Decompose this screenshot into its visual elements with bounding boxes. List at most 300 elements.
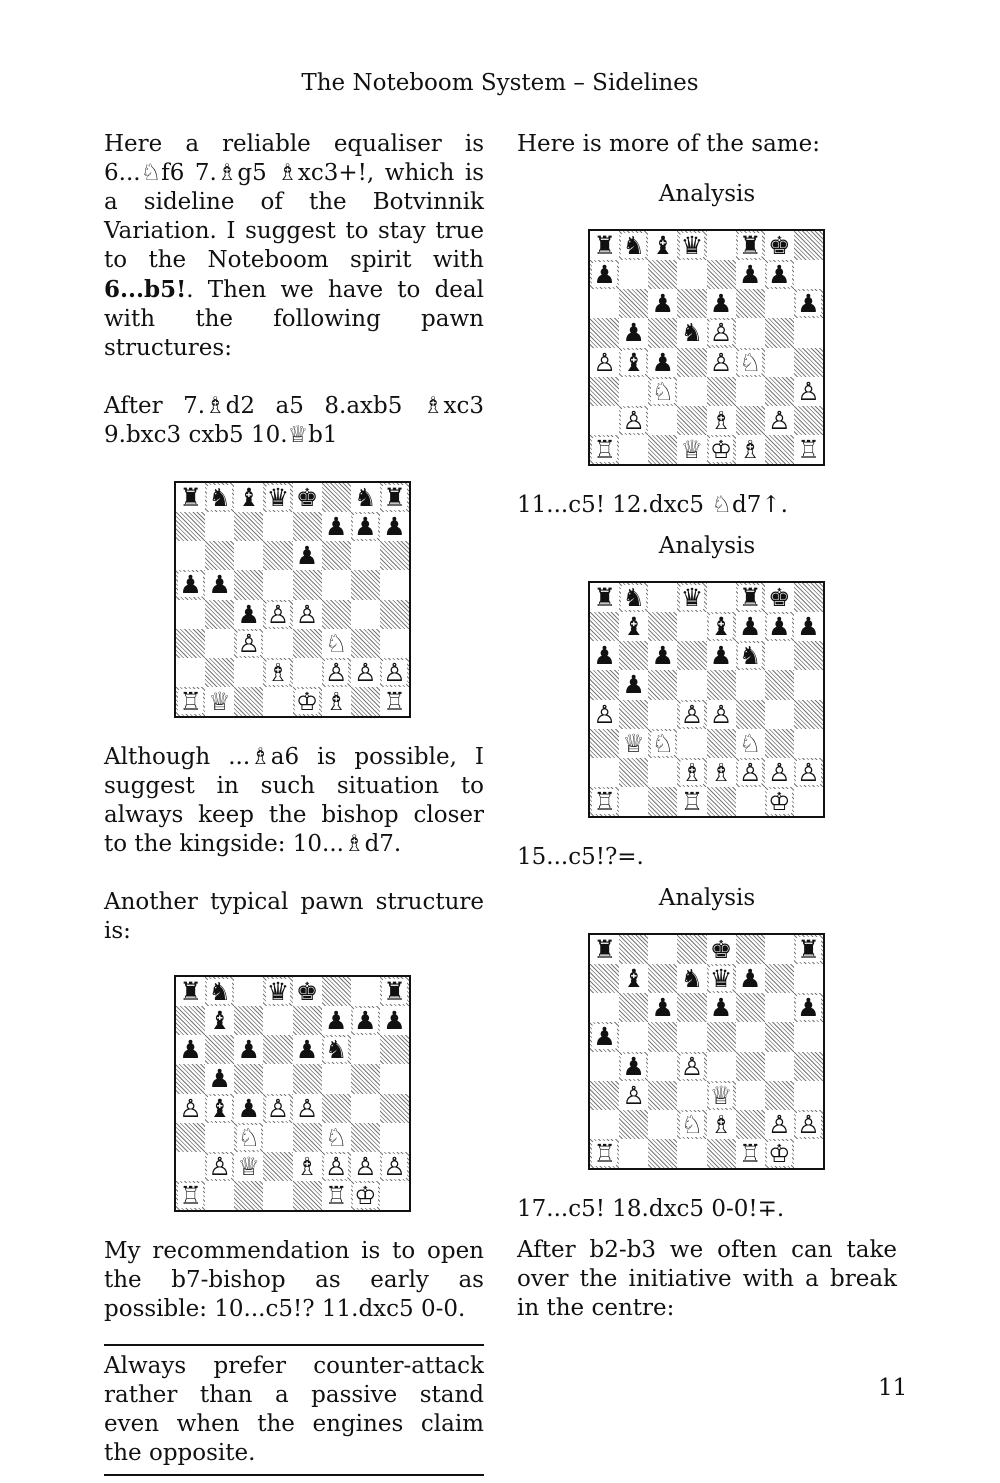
white-king-icon: ♔: [295, 686, 319, 716]
black-knight-icon: ♞: [208, 977, 231, 1007]
board-square: [707, 758, 736, 787]
board-square: [677, 700, 706, 729]
board-square: [293, 1181, 322, 1210]
board-square: [765, 406, 794, 435]
board-square: [351, 658, 380, 687]
board-square: [351, 1064, 380, 1093]
board-square: [205, 483, 234, 512]
board-square: [736, 964, 765, 993]
board-square: [648, 700, 677, 729]
board-square: [263, 1123, 292, 1152]
white-pawn-icon: ♙: [768, 1109, 791, 1139]
board-square: [380, 1152, 409, 1181]
board-square: [765, 377, 794, 406]
white-knight-icon: ♘: [324, 1122, 348, 1152]
white-bishop-icon: ♗: [295, 1151, 319, 1181]
white-pawn-icon: ♙: [208, 1151, 231, 1181]
black-king-icon: ♚: [768, 583, 791, 613]
board-square: [293, 1094, 322, 1123]
board-square: [765, 348, 794, 377]
board-square: [794, 289, 823, 318]
board-square: [590, 583, 619, 612]
board-square: [351, 1152, 380, 1181]
board-square: [322, 977, 351, 1006]
board-square: [677, 1139, 706, 1168]
board-square: [293, 1064, 322, 1093]
board-square: [293, 687, 322, 716]
board-square: [205, 629, 234, 658]
board-square: [293, 541, 322, 570]
black-pawn-icon: ♟: [738, 612, 762, 642]
board-square: [648, 935, 677, 964]
board-square: [648, 583, 677, 612]
board-square: [707, 641, 736, 670]
board-square: [619, 1110, 648, 1139]
board-square: [736, 583, 765, 612]
board-square: [677, 435, 706, 464]
board-square: [677, 583, 706, 612]
board-square: [234, 1035, 263, 1064]
board-square: [765, 260, 794, 289]
diagram-caption: Analysis: [658, 885, 756, 911]
black-pawn-icon: ♟: [295, 1035, 319, 1065]
board-square: [765, 231, 794, 260]
board-square: [176, 600, 205, 629]
board-square: [677, 787, 706, 816]
board-square: [619, 231, 648, 260]
board-square: [590, 729, 619, 758]
black-pawn-icon: ♟: [622, 318, 645, 348]
chess-diagram: [588, 933, 825, 1170]
white-knight-icon: ♘: [651, 728, 675, 758]
board-square: [263, 1006, 292, 1035]
board-square: [322, 570, 351, 599]
board-square: [590, 641, 619, 670]
board-square: [322, 483, 351, 512]
black-pawn-icon: ♟: [383, 1006, 406, 1036]
board-square: [380, 1094, 409, 1123]
board-square: [205, 512, 234, 541]
board-square: [707, 787, 736, 816]
black-pawn-icon: ♟: [593, 1022, 616, 1052]
board-square: [293, 658, 322, 687]
black-pawn-icon: ♟: [709, 289, 733, 319]
board-square: [263, 1035, 292, 1064]
board-square: [648, 729, 677, 758]
board-square: [263, 512, 292, 541]
board-square: [234, 483, 263, 512]
white-pawn-icon: ♙: [709, 318, 733, 348]
board-square: [590, 1139, 619, 1168]
black-knight-icon: ♞: [324, 1035, 348, 1065]
board-square: [590, 993, 619, 1022]
board-square: [794, 377, 823, 406]
board-square: [590, 758, 619, 787]
board-square: [707, 1139, 736, 1168]
board-square: [707, 612, 736, 641]
board-square: [590, 231, 619, 260]
white-knight-icon: ♘: [324, 628, 348, 658]
white-rook-icon: ♖: [738, 1138, 762, 1168]
board-square: [619, 670, 648, 699]
board-square: [619, 318, 648, 347]
board-square: [648, 993, 677, 1022]
board-square: [590, 260, 619, 289]
paragraph: My recommendation is to open the b7-bishop as early as possible: 10...c5!? 11.dxc5 0-0.: [104, 1238, 484, 1322]
white-pawn-icon: ♙: [680, 699, 704, 729]
white-knight-icon: ♘: [738, 728, 762, 758]
board-square: [322, 1152, 351, 1181]
board-square: [736, 406, 765, 435]
board-square: [176, 629, 205, 658]
board-square: [205, 1035, 234, 1064]
white-pawn-icon: ♙: [738, 757, 762, 787]
white-pawn-icon: ♙: [266, 1093, 290, 1123]
board-square: [234, 658, 263, 687]
board-square: [619, 758, 648, 787]
board-square: [648, 260, 677, 289]
board-square: [648, 670, 677, 699]
board-square: [351, 1123, 380, 1152]
white-knight-icon: ♘: [651, 376, 675, 406]
board-square: [263, 1064, 292, 1093]
board-square: [736, 758, 765, 787]
black-pawn-icon: ♟: [797, 289, 820, 319]
board-square: [351, 629, 380, 658]
board-square: [736, 787, 765, 816]
black-pawn-icon: ♟: [237, 1035, 261, 1065]
board-square: [794, 700, 823, 729]
board-square: [648, 318, 677, 347]
board-square: [322, 1123, 351, 1152]
white-king-icon: ♔: [709, 434, 733, 464]
board-square: [293, 600, 322, 629]
board-square: [351, 600, 380, 629]
black-rook-icon: ♜: [383, 977, 406, 1007]
board-square: [677, 670, 706, 699]
left-column: [104, 130, 484, 1476]
black-king-icon: ♚: [295, 977, 319, 1007]
board-square: [322, 658, 351, 687]
board-square: [707, 260, 736, 289]
black-knight-icon: ♞: [622, 231, 645, 261]
board-square: [263, 658, 292, 687]
black-pawn-icon: ♟: [237, 599, 261, 629]
board-square: [176, 658, 205, 687]
black-bishop-icon: ♝: [709, 612, 733, 642]
board-square: [677, 641, 706, 670]
board-square: [322, 1181, 351, 1210]
white-knight-icon: ♘: [680, 1109, 704, 1139]
board-square: [351, 1006, 380, 1035]
board-square: [619, 641, 648, 670]
text-segment: Here a reliable equaliser is 6...♘f6 7.♗g5 ♗xc3+!, which is a sideline of the Botvinnik Variation. I suggest to stay true to the Noteboom spirit with: [104, 131, 484, 273]
board-square: [619, 260, 648, 289]
board-square: [590, 964, 619, 993]
board-square: [677, 993, 706, 1022]
board-square: [234, 629, 263, 658]
board-square: [736, 348, 765, 377]
board-square: [322, 541, 351, 570]
board-square: [205, 1152, 234, 1181]
black-pawn-icon: ♟: [797, 993, 820, 1023]
white-knight-icon: ♘: [237, 1122, 261, 1152]
white-pawn-icon: ♙: [709, 347, 733, 377]
black-rook-icon: ♜: [738, 231, 762, 261]
board-square: [205, 977, 234, 1006]
board-square: [794, 231, 823, 260]
white-pawn-icon: ♙: [593, 699, 616, 729]
board-square: [648, 377, 677, 406]
board-square: [648, 964, 677, 993]
board-square: [380, 1064, 409, 1093]
board-square: [590, 1052, 619, 1081]
white-king-icon: ♔: [768, 786, 791, 816]
board-square: [619, 612, 648, 641]
board-square: [176, 483, 205, 512]
board-square: [794, 1052, 823, 1081]
board-square: [707, 289, 736, 318]
board-square: [765, 993, 794, 1022]
board-square: [380, 977, 409, 1006]
board-square: [380, 1181, 409, 1210]
board-square: [648, 1110, 677, 1139]
board-square: [619, 1081, 648, 1110]
board-square: [707, 583, 736, 612]
white-rook-icon: ♖: [179, 686, 202, 716]
white-rook-icon: ♖: [383, 686, 406, 716]
board-square: [380, 658, 409, 687]
black-pawn-icon: ♟: [324, 1006, 348, 1036]
black-rook-icon: ♜: [179, 483, 202, 513]
board-square: [794, 1139, 823, 1168]
black-knight-icon: ♞: [680, 318, 704, 348]
board-square: [234, 512, 263, 541]
board-square: [794, 1022, 823, 1051]
board-square: [736, 641, 765, 670]
white-queen-icon: ♕: [622, 728, 645, 758]
board-square: [736, 1052, 765, 1081]
board-square: [707, 231, 736, 260]
black-king-icon: ♚: [709, 935, 733, 965]
board-square: [794, 583, 823, 612]
board-square: [351, 977, 380, 1006]
board-square: [765, 787, 794, 816]
black-pawn-icon: ♟: [593, 641, 616, 671]
board-square: [794, 406, 823, 435]
board-square: [794, 1110, 823, 1139]
board-square: [765, 583, 794, 612]
board-square: [648, 435, 677, 464]
board-square: [205, 1181, 234, 1210]
board-square: [234, 570, 263, 599]
paragraph: 15...c5!?=.: [517, 844, 644, 870]
board-square: [677, 231, 706, 260]
board-square: [677, 612, 706, 641]
black-king-icon: ♚: [295, 483, 319, 513]
black-bishop-icon: ♝: [622, 612, 645, 642]
black-king-icon: ♚: [768, 231, 791, 261]
board-square: [619, 1139, 648, 1168]
black-pawn-icon: ♟: [768, 612, 791, 642]
white-pawn-icon: ♙: [797, 757, 820, 787]
board-square: [322, 1064, 351, 1093]
board-square: [648, 1052, 677, 1081]
board-square: [176, 977, 205, 1006]
white-pawn-icon: ♙: [593, 347, 616, 377]
paragraph: Another typical pawn structure is:: [104, 889, 484, 944]
white-bishop-icon: ♗: [709, 757, 733, 787]
board-square: [765, 1052, 794, 1081]
black-pawn-icon: ♟: [651, 347, 675, 377]
board-square: [736, 935, 765, 964]
board-square: [794, 729, 823, 758]
board-square: [765, 700, 794, 729]
board-square: [263, 570, 292, 599]
black-rook-icon: ♜: [383, 483, 406, 513]
white-rook-icon: ♖: [593, 1138, 616, 1168]
board-square: [648, 1139, 677, 1168]
board-square: [351, 1094, 380, 1123]
board-square: [736, 993, 765, 1022]
white-rook-icon: ♖: [680, 786, 704, 816]
chess-diagram: [588, 229, 825, 466]
board-square: [176, 1152, 205, 1181]
board-square: [293, 977, 322, 1006]
board-square: [677, 758, 706, 787]
board-square: [263, 977, 292, 1006]
board-square: [736, 231, 765, 260]
chess-diagram: [174, 975, 411, 1212]
board-square: [176, 541, 205, 570]
board-square: [619, 406, 648, 435]
board-square: [293, 570, 322, 599]
board-square: [351, 512, 380, 541]
board-square: [707, 993, 736, 1022]
board-square: [619, 377, 648, 406]
black-pawn-icon: ♟: [354, 512, 377, 542]
board-square: [590, 787, 619, 816]
board-square: [736, 260, 765, 289]
board-square: [794, 993, 823, 1022]
black-pawn-icon: ♟: [593, 260, 616, 290]
white-pawn-icon: ♙: [354, 657, 377, 687]
board-square: [590, 377, 619, 406]
board-square: [765, 935, 794, 964]
black-pawn-icon: ♟: [237, 1093, 261, 1123]
white-pawn-icon: ♙: [179, 1093, 202, 1123]
white-knight-icon: ♘: [738, 347, 762, 377]
board-square: [176, 1123, 205, 1152]
board-square: [380, 1123, 409, 1152]
board-square: [619, 700, 648, 729]
board-square: [765, 318, 794, 347]
white-pawn-icon: ♙: [383, 657, 406, 687]
white-bishop-icon: ♗: [324, 686, 348, 716]
board-square: [794, 318, 823, 347]
black-bishop-icon: ♝: [237, 483, 261, 513]
white-pawn-icon: ♙: [295, 599, 319, 629]
board-square: [205, 570, 234, 599]
board-square: [293, 512, 322, 541]
paragraph: Here is more of the same:: [517, 131, 820, 157]
board-square: [736, 700, 765, 729]
black-knight-icon: ♞: [208, 483, 231, 513]
board-square: [736, 1081, 765, 1110]
board-square: [765, 1081, 794, 1110]
board-square: [176, 570, 205, 599]
black-pawn-icon: ♟: [179, 1035, 202, 1065]
board-square: [648, 1022, 677, 1051]
paragraph: 11...c5! 12.dxc5 ♘d7↑.: [517, 492, 788, 518]
paragraph: After 7.♗d2 a5 8.axb5 ♗xc3 9.bxc3 cxb5 10.♕b1: [104, 393, 484, 448]
board-square: [234, 687, 263, 716]
board-square: [707, 1022, 736, 1051]
white-bishop-icon: ♗: [266, 657, 290, 687]
white-pawn-icon: ♙: [680, 1051, 704, 1081]
black-pawn-icon: ♟: [738, 964, 762, 994]
board-square: [765, 289, 794, 318]
board-square: [677, 1110, 706, 1139]
board-square: [794, 670, 823, 699]
white-pawn-icon: ♙: [324, 657, 348, 687]
board-square: [765, 612, 794, 641]
black-rook-icon: ♜: [593, 935, 616, 965]
white-pawn-icon: ♙: [709, 699, 733, 729]
board-square: [765, 670, 794, 699]
board-square: [619, 348, 648, 377]
black-pawn-icon: ♟: [797, 612, 820, 642]
board-square: [736, 729, 765, 758]
board-square: [380, 1006, 409, 1035]
white-rook-icon: ♖: [593, 434, 616, 464]
black-queen-icon: ♛: [680, 583, 704, 613]
board-square: [205, 600, 234, 629]
white-pawn-icon: ♙: [295, 1093, 319, 1123]
paragraph: Although ...♗a6 is possible, I suggest in such situation to always keep the bishop closer to the kingside: 10...♗d7.: [104, 744, 484, 857]
board-square: [736, 1110, 765, 1139]
board-square: [590, 935, 619, 964]
board-square: [619, 1022, 648, 1051]
board-square: [648, 348, 677, 377]
board-square: [205, 1123, 234, 1152]
board-square: [794, 260, 823, 289]
board-square: [707, 435, 736, 464]
board-square: [234, 1094, 263, 1123]
board-square: [234, 977, 263, 1006]
board-square: [619, 787, 648, 816]
black-pawn-icon: ♟: [208, 570, 231, 600]
chess-diagram: [588, 581, 825, 818]
board-square: [380, 512, 409, 541]
black-rook-icon: ♜: [738, 583, 762, 613]
board-square: [707, 1081, 736, 1110]
black-pawn-icon: ♟: [208, 1064, 231, 1094]
board-square: [176, 687, 205, 716]
black-pawn-icon: ♟: [622, 1051, 645, 1081]
white-queen-icon: ♕: [709, 1080, 733, 1110]
board-square: [619, 1052, 648, 1081]
diagram-caption: Analysis: [658, 181, 756, 207]
black-rook-icon: ♜: [797, 935, 820, 965]
board-square: [590, 670, 619, 699]
page-number: 11: [878, 1375, 908, 1401]
white-bishop-icon: ♗: [738, 434, 762, 464]
black-pawn-icon: ♟: [324, 512, 348, 542]
black-bishop-icon: ♝: [651, 231, 675, 261]
board-square: [322, 600, 351, 629]
board-square: [707, 377, 736, 406]
